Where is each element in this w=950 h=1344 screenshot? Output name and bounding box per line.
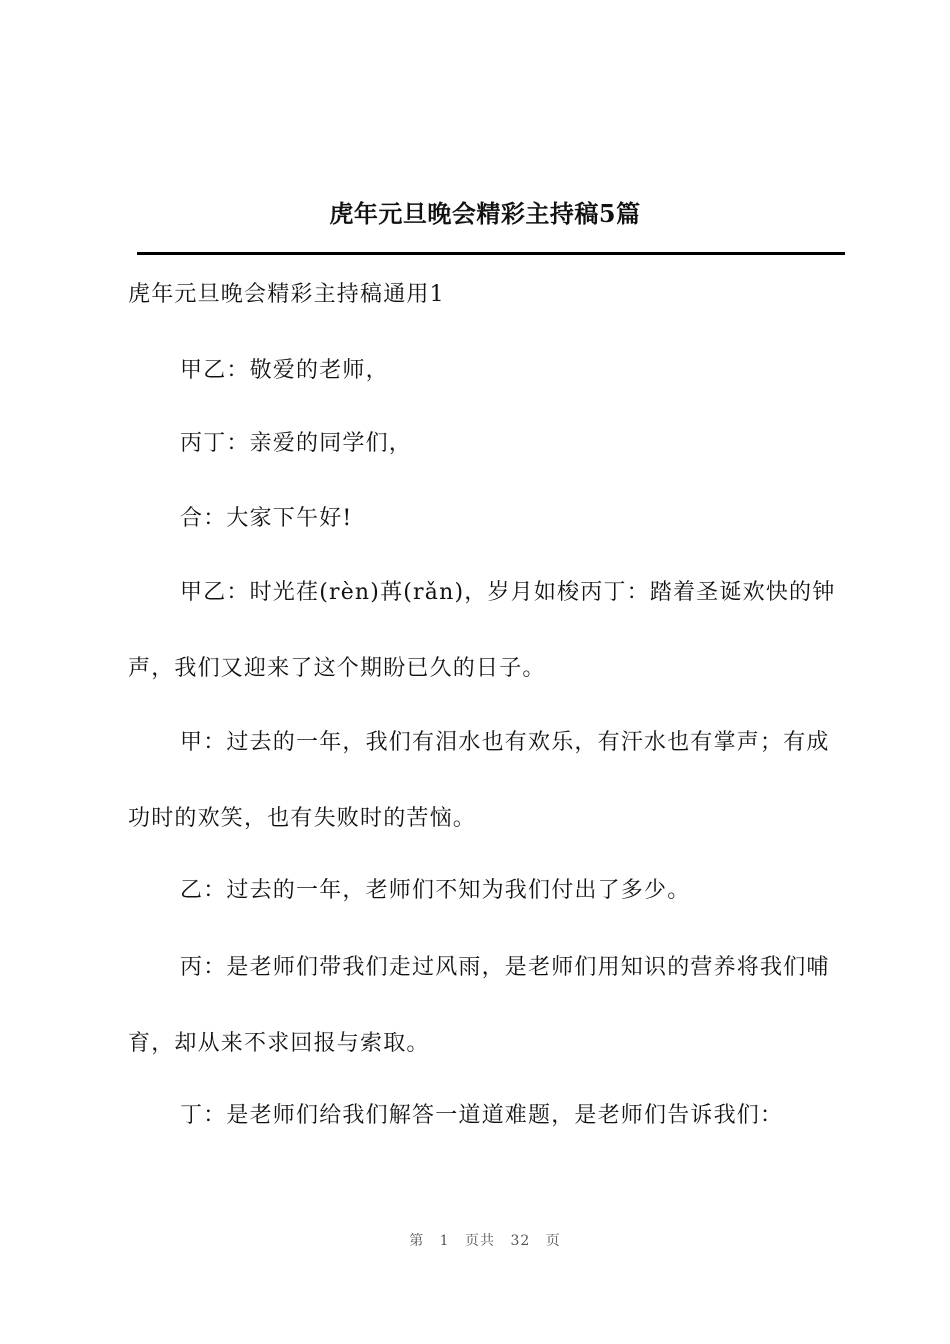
paragraph: 甲乙：敬爱的老师， bbox=[180, 358, 389, 383]
paragraph: 甲乙：时光荏(rèn)苒(rǎn)，岁月如梭丙丁：踏着圣诞欢快的钟声，我们又迎来了这个期盼已久的日子。 bbox=[128, 580, 836, 681]
section-heading: 虎年元旦晚会精彩主持稿通用1 bbox=[128, 282, 445, 307]
paragraph: 乙：过去的一年，老师们不知为我们付出了多少。 bbox=[180, 878, 691, 903]
paragraph: 丙：是老师们带我们走过风雨，是老师们用知识的营养将我们哺育，却从来不求回报与索取。 bbox=[128, 955, 830, 1056]
paragraph: 丁：是老师们给我们解答一道道难题，是老师们告诉我们： bbox=[180, 1103, 784, 1128]
title-divider bbox=[137, 252, 845, 255]
paragraph: 丙丁：亲爱的同学们， bbox=[180, 431, 413, 456]
document-title: 虎年元旦晚会精彩主持稿5篇 bbox=[329, 199, 641, 228]
page-footer: 第 1 页共 32 页 bbox=[409, 1233, 561, 1249]
paragraph: 甲：过去的一年，我们有泪水也有欢乐，有汗水也有掌声；有成功时的欢笑，也有失败时的苦恼。 bbox=[128, 730, 830, 831]
paragraph: 合：大家下午好! bbox=[180, 506, 353, 531]
